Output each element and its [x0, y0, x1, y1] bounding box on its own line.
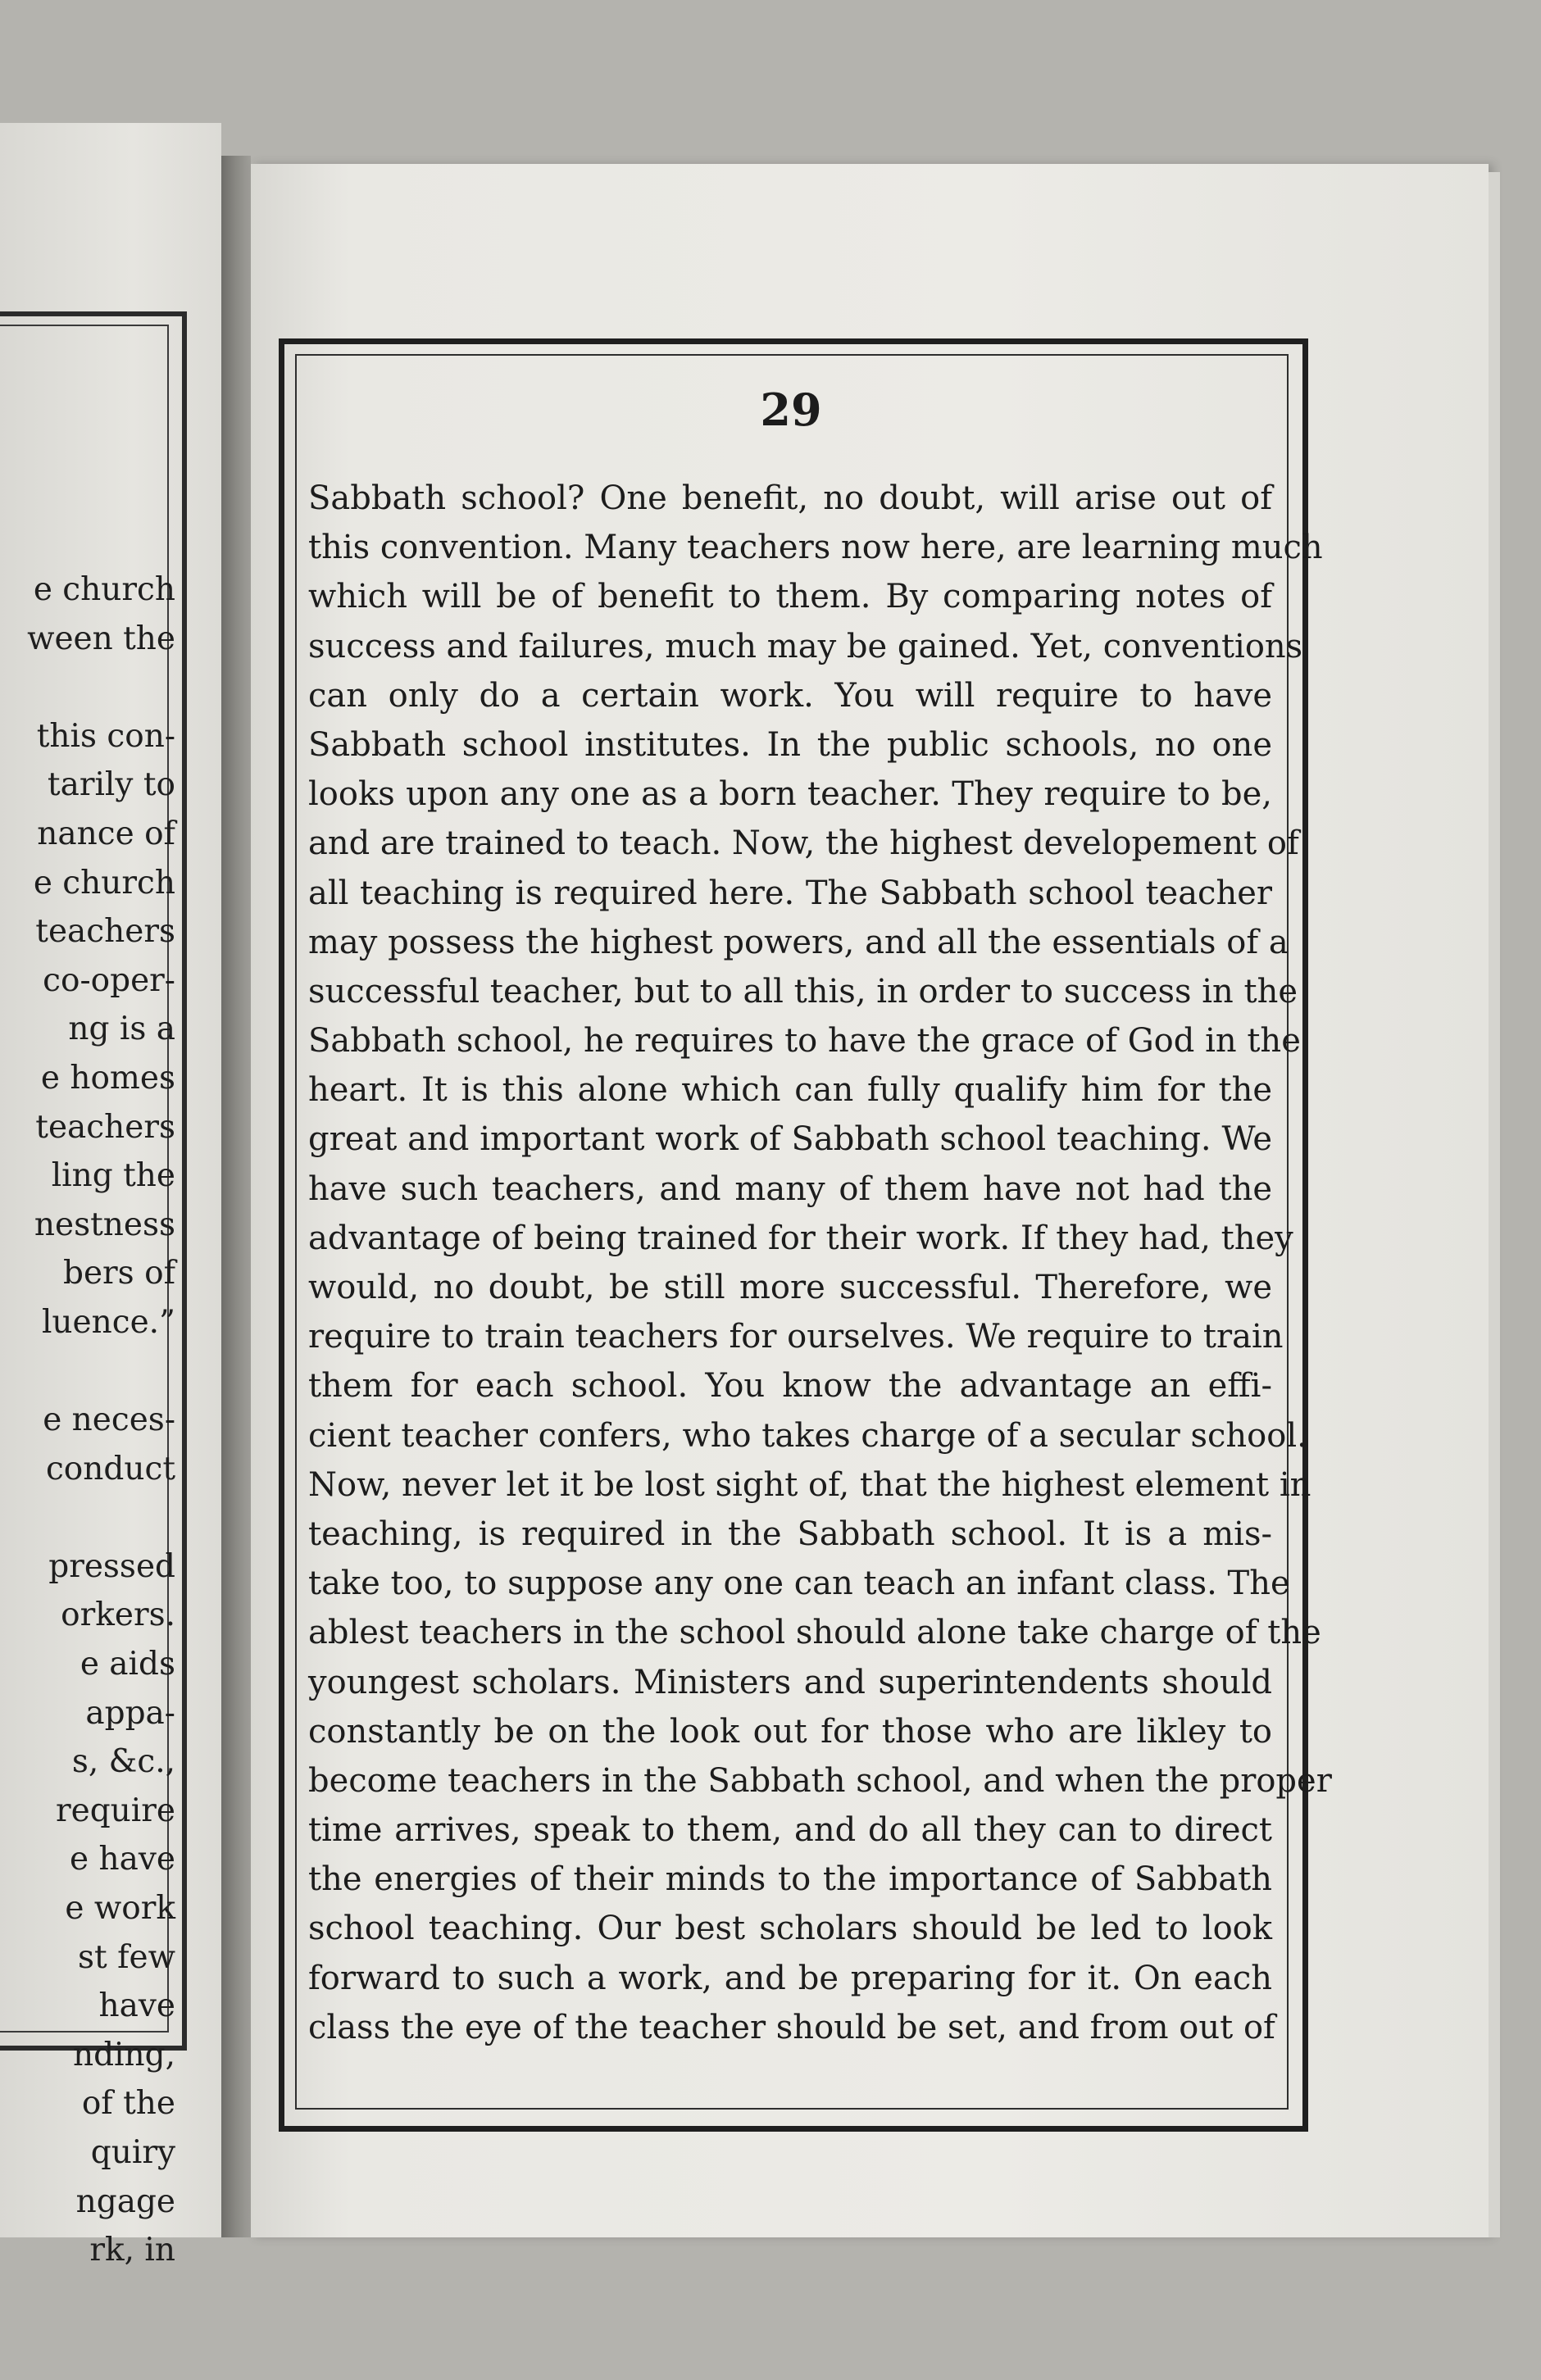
page-number: 29: [760, 384, 822, 436]
text-line: youngest scholars. Ministers and superintendents should: [308, 1663, 1272, 1701]
text-line: advantage of being trained for their work. If they had, they: [308, 1219, 1293, 1257]
text-line: Sabbath school, he requires to have the grace of God in the: [308, 1022, 1301, 1061]
previous-page-line: [0, 1347, 175, 1397]
previous-page-line: have: [98, 1987, 175, 2025]
book-gutter: [221, 156, 251, 2237]
previous-page-line: co-oper-: [43, 961, 175, 999]
previous-page-line: nestness: [34, 1206, 175, 1243]
text-line: successful teacher, but to all this, in order to success in the: [308, 972, 1298, 1011]
previous-page-line: require: [55, 1792, 175, 1829]
text-line: Now, never let it be lost sight of, that the highest element in: [308, 1465, 1311, 1504]
text-line: ablest teachers in the school should alone take charge of the: [308, 1614, 1321, 1652]
text-line: require to train teachers for ourselves. We require to train: [308, 1318, 1284, 1356]
previous-page-line: appa-: [85, 1694, 175, 1732]
previous-page-line: [0, 1493, 175, 1542]
text-line: and are trained to teach. Now, the highest developement of: [308, 824, 1299, 863]
text-line: can only do a certain work. You will require to have: [308, 676, 1272, 715]
text-line: success and failures, much may be gained. Yet, conventions: [308, 627, 1303, 665]
previous-page-line: e church: [33, 571, 175, 608]
text-line: this convention. Many teachers now here, are learning much: [308, 529, 1323, 567]
previous-page-line: this con-: [36, 717, 175, 755]
text-line: great and important work of Sabbath school teaching. We: [308, 1120, 1272, 1159]
text-line: heart. It is this alone which can fully qualify him for the: [308, 1071, 1272, 1110]
previous-page-line: of the: [81, 2085, 175, 2123]
previous-page-line: orkers.: [61, 1597, 175, 1634]
previous-page-line: nance of: [37, 815, 175, 852]
previous-page-line: luence.”: [41, 1303, 175, 1341]
previous-page-line: e church: [33, 864, 175, 902]
page-edge: [1489, 172, 1500, 2237]
previous-page-line: nding,: [72, 2036, 175, 2073]
text-line: all teaching is required here. The Sabbath school teacher: [308, 874, 1272, 912]
text-line: have such teachers, and many of them have not had the: [308, 1170, 1272, 1208]
previous-page-line: [0, 663, 175, 712]
previous-page-line: st few: [78, 1938, 175, 1976]
previous-page-line: teachers: [35, 1108, 175, 1146]
previous-page-line: ngage: [75, 2182, 175, 2220]
previous-page-line: e homes: [40, 1059, 175, 1097]
text-line: Sabbath school? One benefit, no doubt, will arise out of: [308, 479, 1272, 517]
previous-page-line: quiry: [90, 2134, 175, 2171]
text-line: class the eye of the teacher should be set, and from out of: [308, 2008, 1275, 2046]
previous-page-line: e aids: [80, 1646, 175, 1683]
previous-page-line: ling the: [51, 1157, 175, 1195]
previous-page-line: ng is a: [68, 1011, 175, 1048]
previous-page-line: teachers: [35, 913, 175, 951]
page-body-text: [308, 474, 1332, 2052]
text-line: looks upon any one as a born teacher. They require to be,: [308, 775, 1272, 814]
previous-page-line: conduct: [45, 1450, 175, 1488]
previous-page-line: tarily to: [47, 766, 175, 804]
previous-page-line: e work: [65, 1890, 175, 1928]
text-line: cient teacher confers, who takes charge of a secular school.: [308, 1416, 1307, 1455]
text-line: would, no doubt, be still more successful. Therefore, we: [308, 1269, 1272, 1306]
text-line: take too, to suppose any one can teach an infant class. The: [308, 1565, 1290, 1603]
text-line: constantly be on the look out for those who are likley to: [308, 1712, 1272, 1751]
previous-page-line: s, &c.,: [71, 1743, 175, 1781]
text-line: become teachers in the Sabbath school, and when the proper: [308, 1761, 1332, 1800]
text-line: which will be of benefit to them. By comparing notes of: [308, 578, 1272, 616]
text-line: teaching, is required in the Sabbath school. It is a mis-: [308, 1515, 1272, 1553]
text-line: forward to such a work, and be preparing for it. On each: [308, 1959, 1272, 1997]
previous-page-line: e neces-: [43, 1401, 175, 1439]
previous-page-line: rk, in: [89, 2232, 175, 2269]
previous-page-text: [0, 565, 175, 2275]
previous-page-line: bers of: [62, 1255, 175, 1292]
previous-page-line: e have: [70, 1841, 175, 1878]
previous-page-line: pressed: [48, 1547, 175, 1585]
text-line: time arrives, speak to them, and do all they can to direct: [308, 1811, 1272, 1850]
text-line: them for each school. You know the advantage an effi-: [308, 1367, 1272, 1406]
text-line: school teaching. Our best scholars should be led to look: [308, 1910, 1272, 1948]
text-line: the energies of their minds to the importance of Sabbath: [308, 1860, 1272, 1899]
text-line: may possess the highest powers, and all the essentials of a: [308, 923, 1289, 961]
previous-page-line: ween the: [27, 620, 175, 657]
previous-page: [0, 123, 221, 2269]
text-line: Sabbath school institutes. In the public schools, no one: [308, 725, 1272, 764]
